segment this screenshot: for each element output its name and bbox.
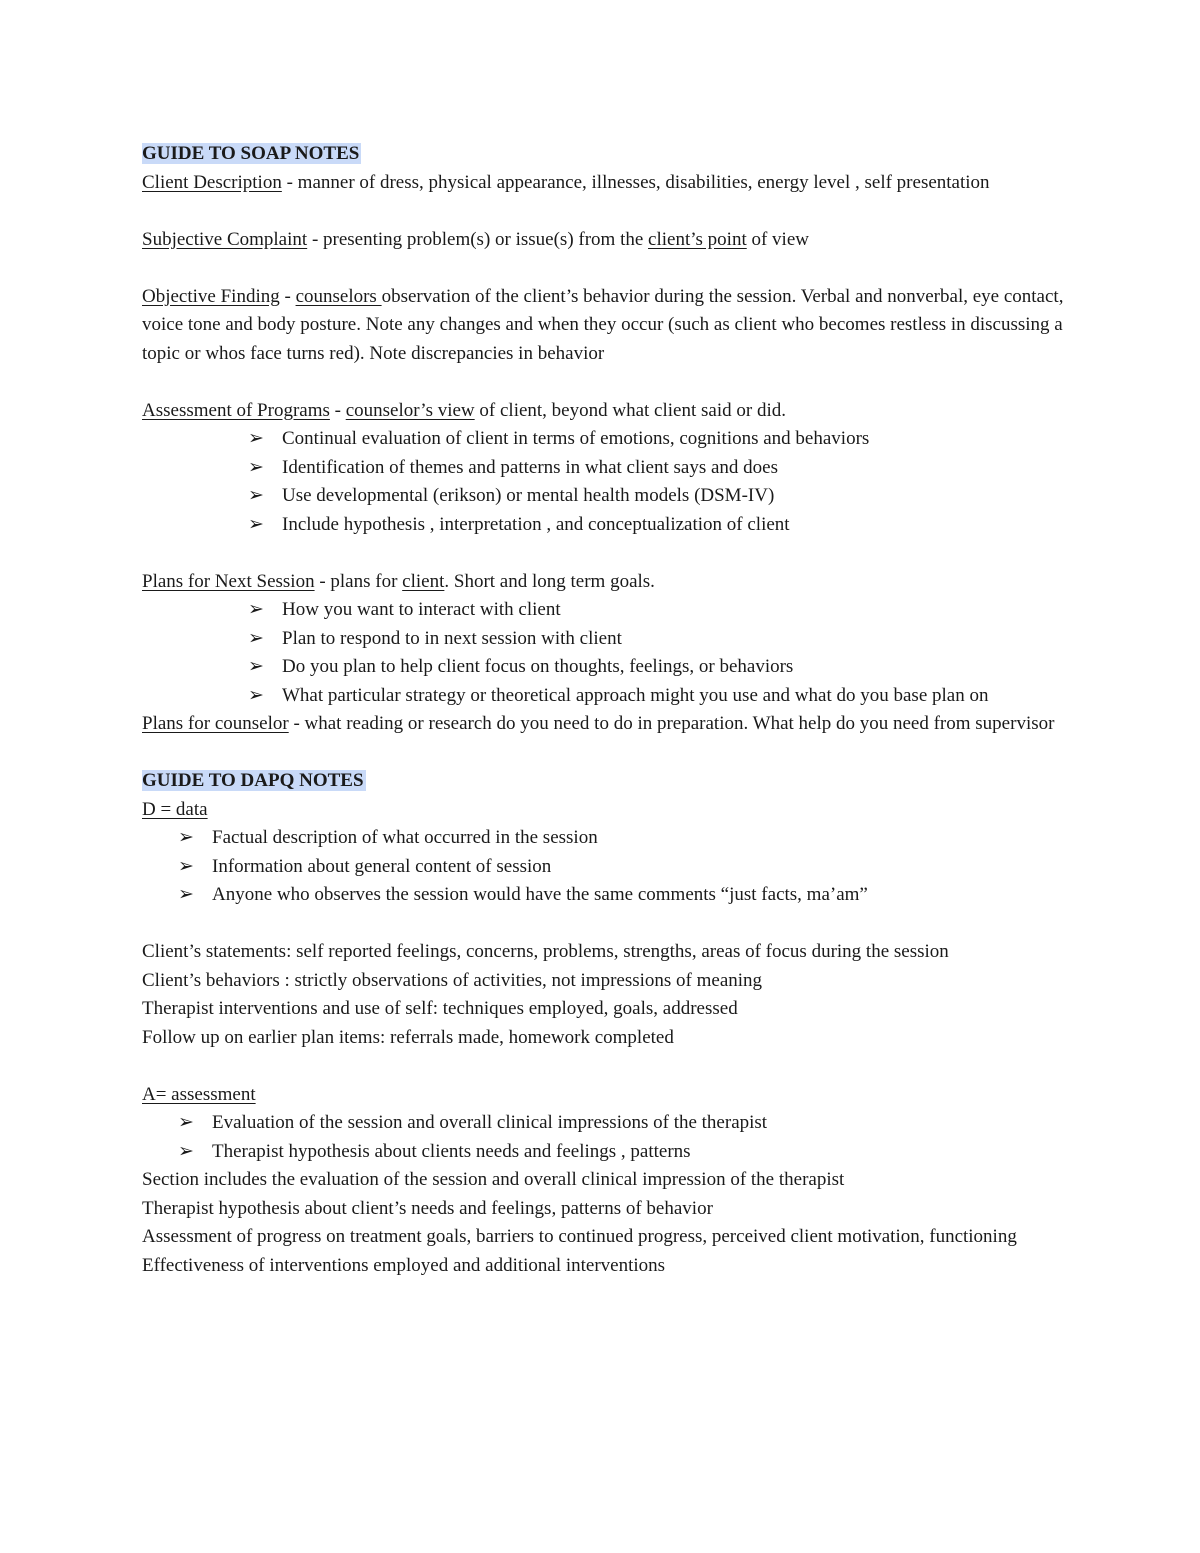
data-line: Client’s behaviors : strictly observations of activities, not impressions of meaning (142, 969, 763, 991)
assessment-line: Effectiveness of interventions employed and additional interventions (142, 1254, 666, 1276)
assessment-sep: - (329, 399, 346, 421)
plans-counselor-paragraph (142, 710, 1072, 739)
arrow-bullet-icon: ➢ (248, 656, 264, 677)
list-item-text: Evaluation of the session and overall clinical impressions of the therapist (212, 1112, 768, 1133)
list-item (142, 1109, 1072, 1138)
spacer (142, 539, 1072, 568)
list-item (142, 625, 1072, 654)
objective-term-2: counselors (295, 285, 382, 307)
list-item (142, 425, 1072, 454)
arrow-bullet-icon: ➢ (248, 485, 264, 506)
dapq-section-heading-line (142, 767, 1072, 796)
list-item-text: Include hypothesis , interpretation , and conceptualization of client (282, 513, 790, 535)
data-term: D = data (142, 798, 208, 820)
arrow-bullet-icon: ➢ (248, 627, 264, 649)
subjective-text-a: - presenting problem(s) or issue(s) from the (307, 228, 649, 250)
client-description-term: Client Description (142, 171, 282, 193)
list-item-text: Do you plan to help client focus on thoughts, feelings, or behaviors (282, 656, 794, 677)
plans-next-text-a: - plans for (314, 570, 403, 592)
document-page (142, 140, 1072, 1280)
subjective-text-b: of view (746, 228, 809, 250)
list-item-text: Therapist hypothesis about clients needs and feelings , patterns (212, 1140, 691, 1162)
spacer (142, 197, 1072, 226)
list-item (142, 1138, 1072, 1167)
list-item (142, 511, 1072, 540)
objective-text: observation of the client’s behavior during the session. Verbal and nonverbal, eye contact, voice tone and body posture. Note any changes and when they occur (such as client who becomes restless in discussing a topic or whos face turns red). Note discrepancies in behavior (142, 285, 1064, 364)
plans-counselor-term: Plans for counselor (142, 713, 289, 734)
spacer (142, 368, 1072, 397)
list-item-text: What particular strategy or theoretical approach might you use and what do you base plan on (282, 684, 989, 706)
assessment-line: Therapist hypothesis about client’s needs and feelings, patterns of behavior (142, 1197, 713, 1219)
list-item-text: Continual evaluation of client in terms of emotions, cognitions and behaviors (282, 428, 870, 449)
client-description-paragraph (142, 169, 1072, 198)
list-item (142, 682, 1072, 711)
list-item (142, 596, 1072, 625)
list-item-text: How you want to interact with client (282, 599, 561, 620)
soap-heading: GUIDE TO SOAP NOTES (142, 143, 360, 164)
list-item (142, 853, 1072, 882)
objective-term: Objective Finding (142, 285, 280, 307)
plans-next-text-b: . Short and long term goals. (444, 570, 655, 592)
data-line: Therapist interventions and use of self: techniques employed, goals, addressed (142, 998, 738, 1019)
spacer (142, 910, 1072, 939)
dapq-heading: GUIDE TO DAPQ NOTES (142, 770, 364, 791)
assessment-paragraph (142, 397, 1072, 426)
list-item (142, 454, 1072, 483)
arrow-bullet-icon: ➢ (178, 1140, 194, 1162)
list-item-text: Identification of themes and patterns in what client says and does (282, 456, 778, 478)
arrow-bullet-icon: ➢ (178, 884, 194, 905)
assessment-term: Assessment of Programs (142, 399, 330, 421)
arrow-bullet-icon: ➢ (248, 428, 264, 449)
assessment-text: of client, beyond what client said or did. (474, 399, 786, 421)
subjective-paragraph (142, 226, 1072, 255)
objective-paragraph (142, 283, 1072, 369)
arrow-bullet-icon: ➢ (178, 1112, 194, 1133)
arrow-bullet-icon: ➢ (248, 599, 264, 620)
plans-next-paragraph (142, 568, 1072, 597)
client-description-text: - manner of dress, physical appearance, illnesses, disabilities, energy level , self presentation (281, 171, 990, 193)
arrow-bullet-icon: ➢ (178, 827, 194, 848)
assessment-term-2: counselor’s view (345, 399, 475, 421)
list-item (142, 482, 1072, 511)
list-item-text: Use developmental (erikson) or mental health models (DSM-IV) (282, 485, 775, 506)
objective-sep: - (279, 285, 296, 307)
list-item-text: Plan to respond to in next session with client (282, 627, 622, 649)
soap-section-heading-line (142, 140, 1072, 169)
list-item (142, 824, 1072, 853)
assessment-section-label-line (142, 1081, 1072, 1110)
subjective-term: Subjective Complaint (142, 228, 308, 250)
arrow-bullet-icon: ➢ (178, 855, 194, 877)
data-section-label-line (142, 796, 1072, 825)
list-item (142, 653, 1072, 682)
arrow-bullet-icon: ➢ (248, 513, 264, 535)
subjective-term-2: client’s point (648, 228, 747, 250)
data-line: Follow up on earlier plan items: referrals made, homework completed (142, 1026, 674, 1048)
plans-next-term-2: client (402, 570, 445, 592)
list-item-text: Information about general content of session (212, 855, 552, 877)
data-line: Client’s statements: self reported feelings, concerns, problems, strengths, areas of focus during the session (142, 941, 949, 962)
arrow-bullet-icon: ➢ (248, 456, 264, 478)
spacer (142, 254, 1072, 283)
assessment-line: Assessment of progress on treatment goals, barriers to continued progress, perceived client motivation, functioning (142, 1226, 1017, 1247)
list-item-text: Anyone who observes the session would have the same comments “just facts, ma’am” (212, 884, 868, 905)
list-item (142, 881, 1072, 910)
plans-counselor-text: - what reading or research do you need to do in preparation. What help do you need from supervisor (288, 713, 1055, 734)
spacer (142, 1052, 1072, 1081)
plans-next-term: Plans for Next Session (142, 570, 315, 592)
dapq-assessment-term: A= assessment (142, 1083, 256, 1105)
list-item-text: Factual description of what occurred in the session (212, 827, 598, 848)
arrow-bullet-icon: ➢ (248, 684, 264, 706)
assessment-line: Section includes the evaluation of the session and overall clinical impression of the therapist (142, 1169, 845, 1190)
spacer (142, 739, 1072, 768)
